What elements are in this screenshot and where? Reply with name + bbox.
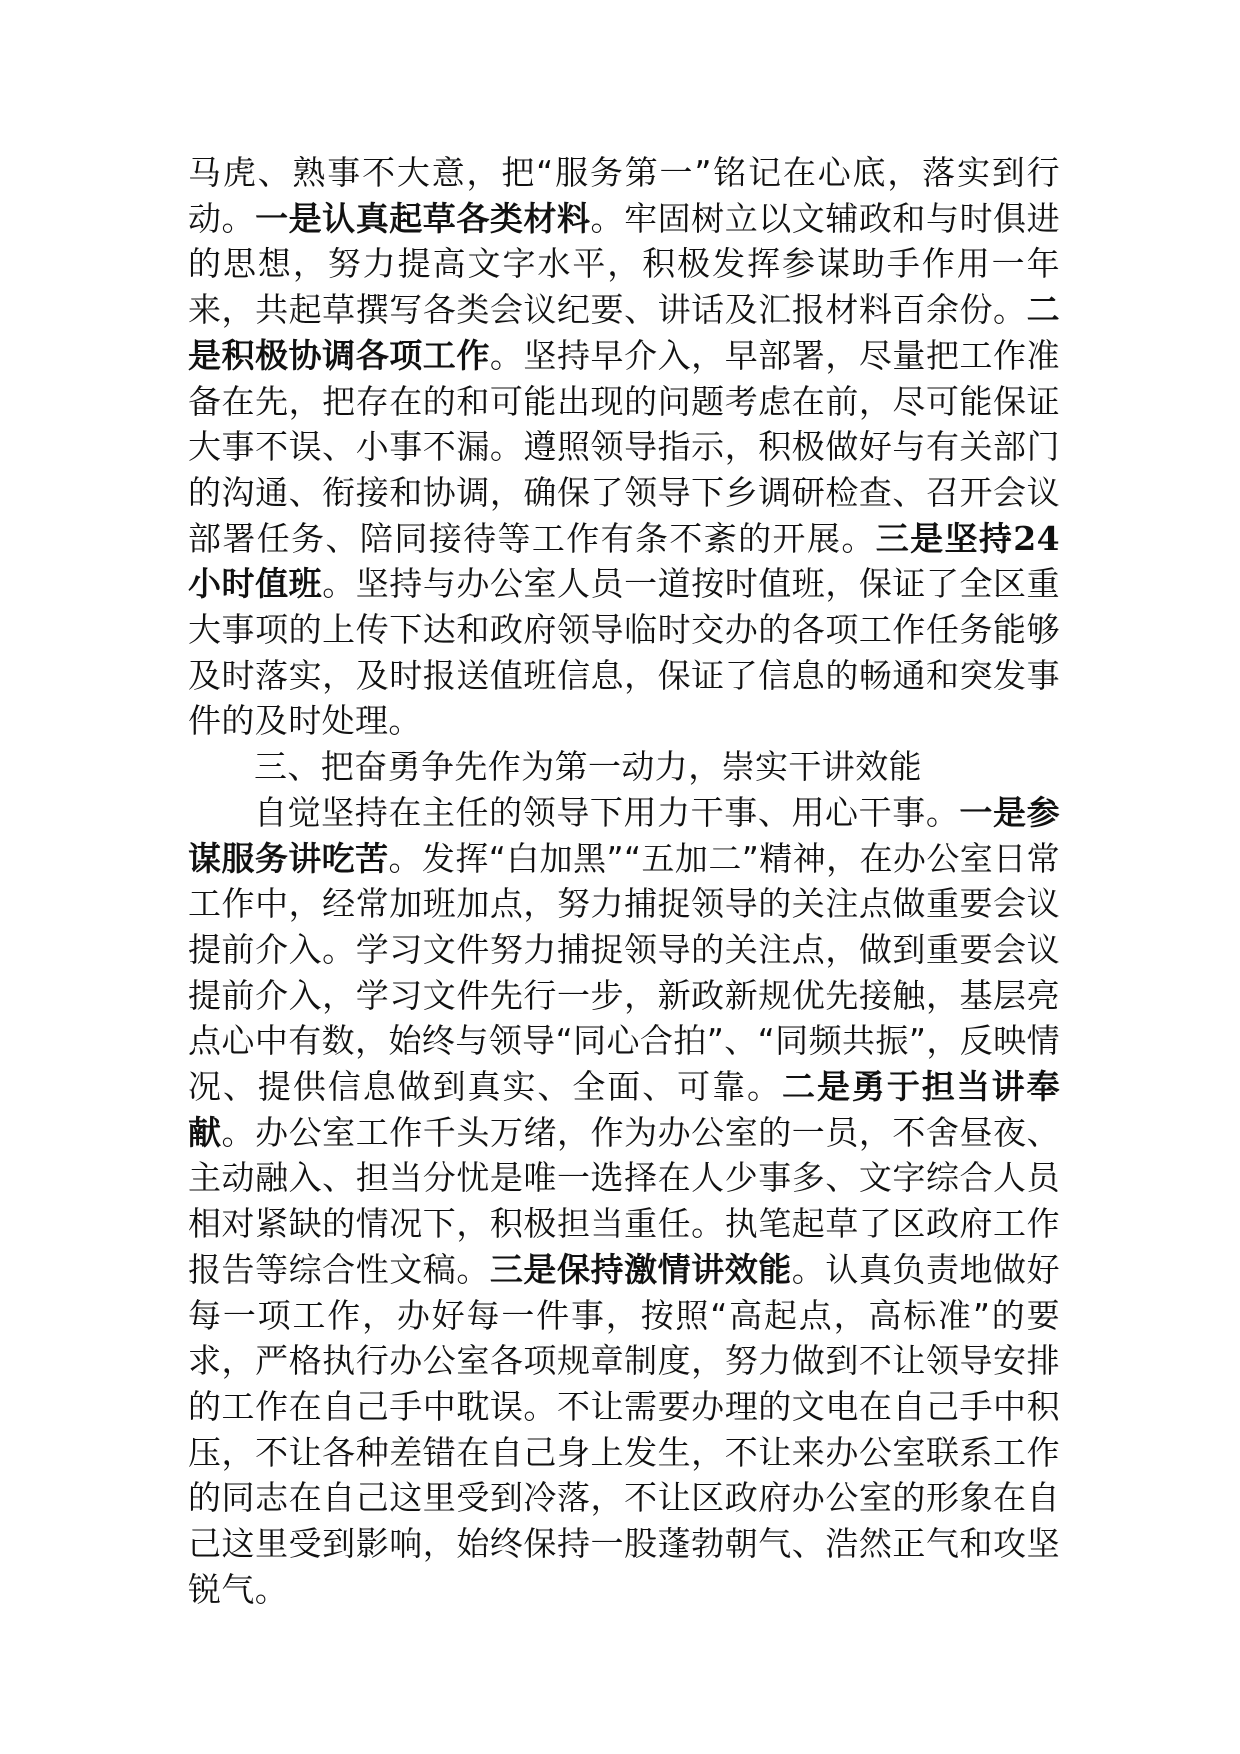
paragraph-service-first (188, 150, 1060, 744)
body-text: 。发挥“白加黑”“五加二”精神，在办公室日常工作中，经常加班加点，努力捕捉领导的关注点做重要会议提前介入。学习文件努力捕捉领导的关注点，做到重要会议提前介入，学习文件先行一步，新政新规优先接触，基层亮点心中有数，始终与领导“同心合拍”、“同频共振”，反映情况、提供信息做到真实、全面、可靠。 (188, 838, 1060, 1107)
body-text: 。认真负责地做好每一项工作，办好每一件事，按照“高起点，高标准”的要求，严格执行办公室各项规章制度，努力做到不让领导安排的工作在自己手中耽误。不让需要办理的文电在自己手中积压，不让各种差错在自己身上发生，不让来办公室联系工作的同志在自己这里受到冷落，不让区政府办公室的形象在自己这里受到影响，始终保持一股蓬勃朝气、浩然正气和攻坚锐气。 (188, 1249, 1060, 1609)
key-point-service: 一是参谋服务讲吃苦 (188, 792, 1061, 878)
paragraph-hard-work (188, 790, 1060, 1613)
key-point-duty-a: 三是坚持 (875, 518, 1014, 558)
key-point-drafting: 一是认真起草各类材料 (255, 198, 591, 238)
body-text: 马虎、熟事不大意，把“服务第一”铭记在心底，落实到行动。 (188, 153, 1060, 238)
document-page (188, 150, 1060, 1613)
key-point-coordination: 二是积极协调各项工作 (188, 290, 1060, 375)
body-text: 。坚持与办公室人员一道按时值班，保证了全区重大事项的上传下达和政府领导临时交办的各项工作任务能够及时落实，及时报送值班信息，保证了信息的畅通和突发事件的及时处理。 (188, 564, 1060, 741)
body-text: 自觉坚持在主任的领导下用力干事、用心干事。 (254, 792, 960, 832)
key-point-duty-hours: 24 (1013, 518, 1060, 558)
body-text: 。坚持早介入，早部署，尽量把工作准备在先，把存在的和可能出现的问题考虑在前，尽可能保证大事不误、小事不漏。遵照领导指示，积极做好与有关部门的沟通、衔接和协调，确保了领导下乡调研检查、召开会议部署任务、陪同接待等工作有条不紊的开展。 (188, 335, 1060, 558)
body-text: 。牢固树立以文辅政和与时俱进的思想，努力提高文字水平，积极发挥参谋助手作用一年来，共起草撰写各类会议纪要、讲话及汇报材料百余份。 (188, 198, 1060, 330)
body-text: 。办公室工作千头万绪，作为办公室的一员，不舍昼夜、主动融入、担当分忧是唯一选择在人少事多、文字综合人员相对紧缺的情况下，积极担当重任。执笔起草了区政府工作报告等综合性文稿。 (188, 1112, 1060, 1289)
key-point-responsibility: 二是勇于担当讲奉献 (188, 1067, 1060, 1152)
key-point-efficiency: 三是保持激情讲效能 (489, 1249, 792, 1289)
key-point-duty-b: 小时值班 (188, 564, 323, 604)
section-heading-3: 三、把奋勇争先作为第一动力，崇实干讲效能 (254, 747, 922, 787)
